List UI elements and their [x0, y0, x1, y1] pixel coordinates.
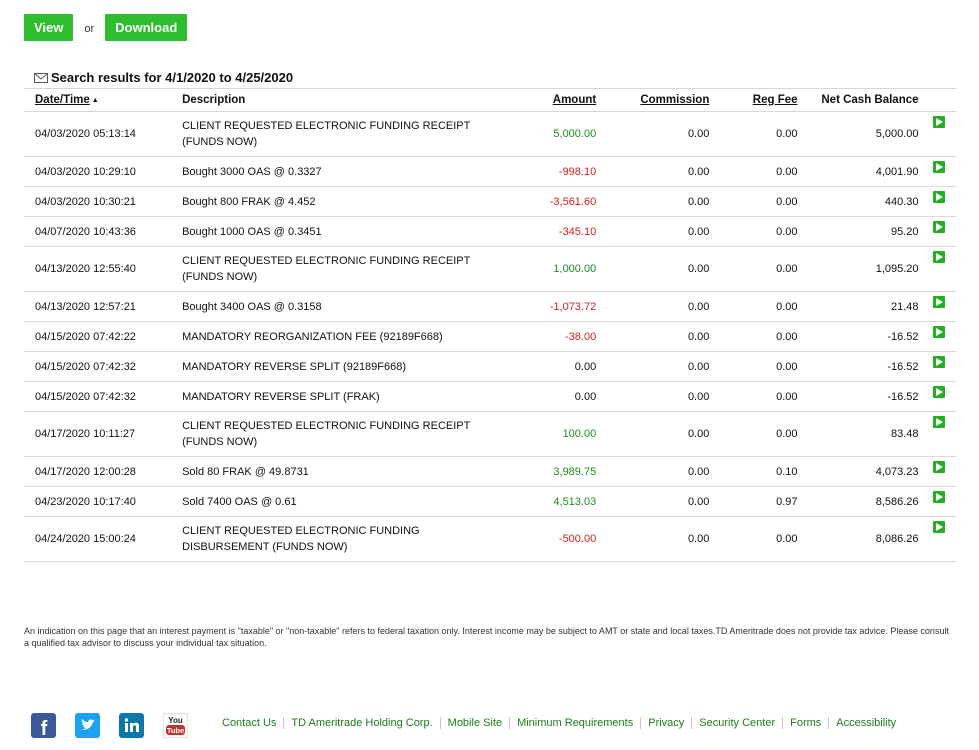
- description-cell: [182, 322, 494, 352]
- date-cell: 04/23/2020 10:17:40: [24, 487, 182, 517]
- row-detail-cell: [919, 352, 956, 382]
- amount-cell: 0.00: [495, 382, 597, 412]
- row-detail-arrow-icon[interactable]: [933, 296, 945, 308]
- commission-cell: 0.00: [596, 112, 709, 157]
- amount-cell: 100.00: [495, 412, 597, 457]
- row-detail-cell: [919, 157, 956, 187]
- date-cell: 04/03/2020 05:13:14: [24, 112, 182, 157]
- amount-cell: 5,000.00: [495, 112, 597, 157]
- description-cell: [182, 382, 494, 412]
- date-cell: 04/17/2020 10:11:27: [24, 412, 182, 457]
- commission-cell: 0.00: [596, 487, 709, 517]
- reg-fee-cell: 0.00: [709, 292, 797, 322]
- table-row: [24, 157, 956, 187]
- net-cash-cell: -16.52: [798, 352, 919, 382]
- table-header-row: [24, 89, 956, 112]
- row-detail-arrow-icon[interactable]: [933, 461, 945, 473]
- amount-cell: 3,989.75: [495, 457, 597, 487]
- table-row: [24, 247, 956, 292]
- description-cell: [182, 457, 494, 487]
- description-text: Bought 800 FRAK @ 4.452: [182, 195, 316, 208]
- amount-cell: -345.10: [495, 217, 597, 247]
- commission-cell: 0.00: [596, 382, 709, 412]
- youtube-icon[interactable]: [163, 713, 188, 738]
- commission-cell: 0.00: [596, 187, 709, 217]
- date-cell: 04/15/2020 07:42:22: [24, 322, 182, 352]
- amount-cell: -3,561.60: [495, 187, 597, 217]
- amount-cell: -500.00: [495, 517, 597, 562]
- row-detail-cell: [919, 487, 956, 517]
- description-cell: [182, 412, 494, 457]
- commission-cell: 0.00: [596, 247, 709, 292]
- social-links: [31, 713, 207, 738]
- table-row: [24, 352, 956, 382]
- table-row: [24, 322, 956, 352]
- results-title-text: Search results for 4/1/2020 to 4/25/2020: [51, 70, 294, 85]
- envelope-icon: [34, 73, 48, 83]
- date-cell: 04/17/2020 12:00:28: [24, 457, 182, 487]
- description-text: CLIENT REQUESTED ELECTRONIC FUNDING RECEIPT (FUNDS NOW): [182, 255, 471, 283]
- row-detail-arrow-icon[interactable]: [933, 191, 945, 203]
- amount-cell: 0.00: [495, 352, 597, 382]
- row-detail-cell: [919, 412, 956, 457]
- description-cell: [182, 247, 494, 292]
- row-detail-arrow-icon[interactable]: [933, 116, 945, 128]
- date-cell: 04/03/2020 10:29:10: [24, 157, 182, 187]
- column-header-commission-label: Commission: [640, 94, 710, 106]
- tax-disclaimer: An indication on this page that an interest payment is "taxable" or "non-taxable" refers to federal taxation only. Interest income may be subject to AMT or state and local taxes.TD Ameritrade does not provide tax advice. Please consult a qualified tax advisor to discuss your individual tax situation.: [24, 626, 949, 648]
- net-cash-cell: 83.48: [798, 412, 919, 457]
- row-detail-cell: [919, 382, 956, 412]
- amount-cell: 4,513.03: [495, 487, 597, 517]
- date-cell: 04/03/2020 10:30:21: [24, 187, 182, 217]
- description-text: MANDATORY REVERSE SPLIT (92189F668): [182, 360, 407, 373]
- reg-fee-cell: 0.97: [709, 487, 797, 517]
- description-text: MANDATORY REORGANIZATION FEE (92189F668): [182, 330, 443, 343]
- table-row: [24, 412, 956, 457]
- row-detail-arrow-icon[interactable]: [933, 521, 945, 533]
- column-header-action: [919, 89, 956, 112]
- date-cell: 04/15/2020 07:42:32: [24, 382, 182, 412]
- table-row: [24, 487, 956, 517]
- net-cash-cell: -16.52: [798, 322, 919, 352]
- net-cash-cell: 440.30: [798, 187, 919, 217]
- description-text: Bought 3400 OAS @ 0.3158: [182, 300, 322, 313]
- amount-cell: 1,000.00: [495, 247, 597, 292]
- table-body: [24, 112, 956, 562]
- net-cash-cell: 8,586.26: [798, 487, 919, 517]
- table-row: [24, 382, 956, 412]
- action-bar: [24, 13, 187, 41]
- reg-fee-cell: 0.00: [709, 247, 797, 292]
- date-cell: 04/07/2020 10:43:36: [24, 217, 182, 247]
- commission-cell: 0.00: [596, 412, 709, 457]
- row-detail-cell: [919, 292, 956, 322]
- description-cell: [182, 112, 494, 157]
- commission-cell: 0.00: [596, 457, 709, 487]
- description-text: MANDATORY REVERSE SPLIT (FRAK): [182, 390, 380, 403]
- row-detail-cell: [919, 457, 956, 487]
- footer-link-security-center[interactable]: Security Center: [691, 717, 782, 729]
- commission-cell: 0.00: [596, 217, 709, 247]
- svg-text:Tube: Tube: [166, 726, 185, 735]
- table-row: [24, 217, 956, 247]
- reg-fee-cell: 0.00: [709, 217, 797, 247]
- row-detail-cell: [919, 322, 956, 352]
- facebook-icon[interactable]: [31, 713, 56, 738]
- commission-cell: 0.00: [596, 517, 709, 562]
- svg-text:You: You: [168, 716, 183, 725]
- commission-cell: 0.00: [596, 157, 709, 187]
- commission-cell: 0.00: [596, 352, 709, 382]
- column-header-date[interactable]: [24, 89, 182, 112]
- description-text: CLIENT REQUESTED ELECTRONIC FUNDING RECEIPT (FUNDS NOW): [182, 120, 471, 148]
- description-cell: [182, 292, 494, 322]
- footer-link-privacy[interactable]: Privacy: [640, 717, 691, 729]
- column-header-description: Description: [182, 89, 494, 112]
- row-detail-arrow-icon[interactable]: [933, 491, 945, 503]
- reg-fee-cell: 0.00: [709, 517, 797, 562]
- reg-fee-cell: 0.00: [709, 187, 797, 217]
- description-cell: [182, 157, 494, 187]
- or-text: or: [84, 23, 95, 35]
- column-header-net-cash-balance: Net Cash Balance: [798, 89, 919, 112]
- footer-link-contact-us[interactable]: Contact Us: [222, 717, 277, 729]
- commission-cell: 0.00: [596, 292, 709, 322]
- view-button[interactable]: View: [24, 14, 73, 41]
- reg-fee-cell: 0.00: [709, 412, 797, 457]
- svg-text:f: f: [40, 718, 48, 738]
- net-cash-cell: 1,095.20: [798, 247, 919, 292]
- table-row: [24, 517, 956, 562]
- description-cell: [182, 352, 494, 382]
- description-cell: [182, 487, 494, 517]
- table-row: [24, 187, 956, 217]
- reg-fee-cell: 0.00: [709, 112, 797, 157]
- net-cash-cell: 4,001.90: [798, 157, 919, 187]
- row-detail-cell: [919, 217, 956, 247]
- transactions-table: [24, 88, 956, 562]
- footer-link-minimum-requirements[interactable]: Minimum Requirements: [509, 717, 640, 729]
- net-cash-cell: 21.48: [798, 292, 919, 322]
- description-cell: [182, 217, 494, 247]
- reg-fee-cell: 0.00: [709, 322, 797, 352]
- download-button[interactable]: Download: [105, 14, 187, 41]
- description-text: Sold 80 FRAK @ 49.8731: [182, 465, 309, 478]
- column-header-reg-fee[interactable]: [709, 89, 797, 112]
- date-cell: 04/24/2020 15:00:24: [24, 517, 182, 562]
- sort-asc-icon: ▲: [91, 97, 99, 104]
- column-header-amount[interactable]: [495, 89, 597, 112]
- amount-cell: -38.00: [495, 322, 597, 352]
- column-header-reg-fee-label: Reg Fee: [752, 94, 798, 106]
- net-cash-cell: -16.52: [798, 382, 919, 412]
- row-detail-cell: [919, 517, 956, 562]
- row-detail-arrow-icon[interactable]: [933, 356, 945, 368]
- row-detail-arrow-icon[interactable]: [933, 161, 945, 173]
- reg-fee-cell: 0.00: [709, 382, 797, 412]
- footer-links: [222, 717, 903, 729]
- column-header-amount-label: Amount: [552, 94, 597, 106]
- reg-fee-cell: 0.00: [709, 157, 797, 187]
- footer-link-accessibility[interactable]: Accessibility: [828, 717, 903, 729]
- row-detail-cell: [919, 187, 956, 217]
- reg-fee-cell: 0.00: [709, 352, 797, 382]
- row-detail-cell: [919, 247, 956, 292]
- footer-link-forms[interactable]: Forms: [782, 717, 828, 729]
- results-title: [34, 70, 293, 85]
- net-cash-cell: 8,086.26: [798, 517, 919, 562]
- row-detail-arrow-icon[interactable]: [933, 251, 945, 263]
- date-cell: 04/13/2020 12:57:21: [24, 292, 182, 322]
- row-detail-arrow-icon[interactable]: [933, 416, 945, 428]
- footer-link-mobile-site[interactable]: Mobile Site: [440, 717, 509, 729]
- twitter-icon[interactable]: [75, 713, 100, 738]
- description-text: Sold 7400 OAS @ 0.61: [182, 495, 297, 508]
- row-detail-arrow-icon[interactable]: [933, 386, 945, 398]
- description-text: CLIENT REQUESTED ELECTRONIC FUNDING DISBURSEMENT (FUNDS NOW): [182, 525, 420, 553]
- reg-fee-cell: 0.10: [709, 457, 797, 487]
- linkedin-icon[interactable]: [119, 713, 144, 738]
- footer-link-td-ameritrade-holding-corp[interactable]: TD Ameritrade Holding Corp.: [283, 717, 439, 729]
- net-cash-cell: 4,073.23: [798, 457, 919, 487]
- description-text: Bought 3000 OAS @ 0.3327: [182, 165, 322, 178]
- description-cell: [182, 517, 494, 562]
- net-cash-cell: 5,000.00: [798, 112, 919, 157]
- description-cell: [182, 187, 494, 217]
- column-header-date-label: Date/Time: [35, 94, 90, 106]
- description-text: CLIENT REQUESTED ELECTRONIC FUNDING RECEIPT (FUNDS NOW): [182, 420, 471, 448]
- description-text: Bought 1000 OAS @ 0.3451: [182, 225, 322, 238]
- commission-cell: 0.00: [596, 322, 709, 352]
- date-cell: 04/15/2020 07:42:32: [24, 352, 182, 382]
- table-row: [24, 112, 956, 157]
- table-row: [24, 292, 956, 322]
- amount-cell: -1,073.72: [495, 292, 597, 322]
- net-cash-cell: 95.20: [798, 217, 919, 247]
- column-header-commission[interactable]: [596, 89, 709, 112]
- amount-cell: -998.10: [495, 157, 597, 187]
- row-detail-arrow-icon[interactable]: [933, 221, 945, 233]
- table-row: [24, 457, 956, 487]
- row-detail-arrow-icon[interactable]: [933, 326, 945, 338]
- date-cell: 04/13/2020 12:55:40: [24, 247, 182, 292]
- row-detail-cell: [919, 112, 956, 157]
